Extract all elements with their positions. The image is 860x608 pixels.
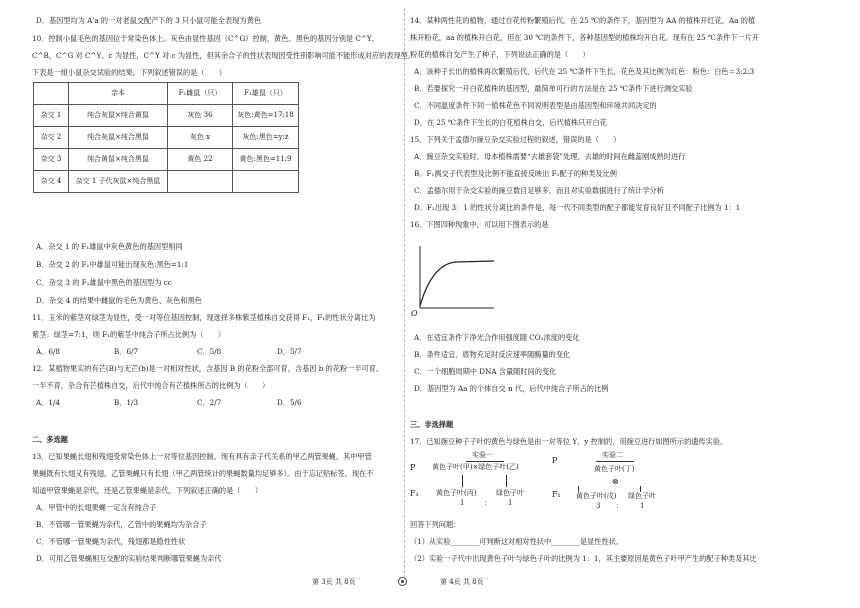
exp1-arrow-right <box>506 475 507 487</box>
table-cell: 灰色:黄色=17:18 <box>233 105 299 127</box>
page-divider <box>404 8 405 578</box>
q13-option-d: D．可用乙管果蝇相互交配的实验结果判断哪管果蝇为亲代 <box>36 554 222 563</box>
q15-option-d: D．F₂出现 3：1 的性状分离比的条件是，每一代不同类型的配子都能发育良好且不同配子比例为 1：1 <box>414 203 741 212</box>
q15-stem: 15．下列关于孟德尔豌豆杂交实验过程的叙述，错误的是（ ） <box>410 135 621 144</box>
q10-option-b: B．杂交 2 的 F₁中雄鼠可能出现灰色:黑色=1:1 <box>36 260 189 269</box>
q16-stem: 16．下图四种现象中，可以用下图表示的是 <box>410 220 549 229</box>
q14-stem-line2: 株开粉花，aa 的植株开白花，但在 30 ℃的条件下，各种基因型的植株均开白花。现有在 25 ℃条件下一片开 <box>410 33 760 42</box>
exp1-p-label: P <box>410 463 416 472</box>
q10-option-d: D．杂交 4 的结果中雌鼠的毛色为黄色、灰色和黑色 <box>36 296 202 305</box>
q10-stem-line3: 下表是一组小鼠杂交试验的结果，下列叙述错误的是（ ） <box>32 68 227 77</box>
exp1-f1-yellow: 黄色子叶(丙) <box>436 489 477 497</box>
q10-option-c: C．杂交 3 的 F₁雄鼠中黑色的基因型为 cc <box>36 278 172 287</box>
graph-curve <box>420 261 494 306</box>
table-cell: 灰色 36 <box>168 105 233 127</box>
q13-option-b: B．不管哪一管果蝇为亲代，乙管中的果蝇均为杂合子 <box>36 520 207 529</box>
exp2-parent: 黄色子叶(丁) <box>594 465 635 473</box>
q17-sub1: （1）从实验________可判断这对相对性状中________是显性性状。 <box>410 537 624 546</box>
q16-option-d: D．基因型为 Aa 的个体自交 n 代，后代中纯合子所占的比例 <box>414 384 609 393</box>
table-cell: 杂交 4 <box>34 171 69 193</box>
table-cell: 纯合黄鼠×纯合黑鼠 <box>69 149 168 171</box>
exp1-ratio-green: 1 <box>508 499 513 507</box>
q13-stem-line3: 知道甲管果蝇是亲代，还是乙管果蝇是亲代，下列叙述正确的是（ ） <box>32 486 263 495</box>
table-cell: 灰色:黑色=y:z <box>233 127 299 149</box>
exp2-f1-label: F₁ <box>552 490 561 499</box>
exp2-ratio-colon: ： <box>616 502 623 510</box>
table-header-cell: F₁雌鼠（只） <box>168 83 233 105</box>
exp1-ratio-yellow: 1 <box>460 499 465 507</box>
q10-stem-line2: C^B，C^G 对 C^Y、c 为显性，C^Y 对 c 为显性，但其余合子的性状表现因受性别影响可能不能形成对应的表现型。 <box>32 51 416 60</box>
exp1-title-underline <box>466 461 504 462</box>
section-non-choice-heading: 三、非选择题 <box>410 420 454 429</box>
table-row <box>34 149 299 171</box>
exp2-title: 实验二 <box>602 451 623 459</box>
exp2-f1-yellow: 黄色子叶(戊) <box>576 492 617 500</box>
q13-stem-line2: 果蝇既有长翅又有残翅，乙管果蝇只有长翅（甲乙两管统计的果蝇数量均足够多）。由于忘记贴标签，现在不 <box>32 469 374 478</box>
q12-option-b: B．1/3 <box>114 398 139 407</box>
q17-sub2: （2）实验一子代中出现黄色子叶与绿色子叶的比例为 1：1，其主要原因是黄色子叶甲产生的配子种类及其比 <box>410 554 757 563</box>
table-row <box>34 105 299 127</box>
q12-option-c: C．2/7 <box>197 398 222 407</box>
table-cell: 杂交 3 <box>34 149 69 171</box>
q11-stem-line1: 11．玉米的紫茎对绿茎为显性，受一对等位基因控制，现选择多株紫茎植株自交获得 F₁，F₁的性状分离比为 <box>32 313 376 322</box>
q11-stem-line2: 紫茎：绿茎=7:1，则 F₁的紫茎中纯合子所占比例为（ ） <box>32 330 226 339</box>
table-cell: 黄色:黑色=11:9 <box>233 149 299 171</box>
q15-option-b: B．F₁测交子代表型及比例不能直接反映出 F₁配子的种类及比例 <box>414 169 617 178</box>
answer-intro: 回答下列问题： <box>410 520 461 529</box>
table-cell: 杂交 1 <box>34 105 69 127</box>
q15-option-a: A．豌豆杂交实验时，母本植株需要“去雄套袋”处理，去雄的时间在雌蕊刚成熟时进行 <box>414 152 686 161</box>
exp1-ratio-colon: ： <box>484 499 491 507</box>
table-header-cell: F₁雄鼠（只） <box>233 83 299 105</box>
exp1-arrow-left <box>462 475 463 487</box>
section-multi-choice-heading: 二、多选题 <box>32 435 68 444</box>
graph-origin-label: O <box>411 309 418 318</box>
q12-stem-line2: 一半不育，杂合有芒植株自交，后代中纯合有芒植株所占的比例为（ ） <box>32 381 270 390</box>
q16-option-a: A．在适宜条件下净光合作用强度随 CO₂浓度的变化 <box>414 333 580 342</box>
table-cell: 纯合灰鼠×纯合黑鼠 <box>69 127 168 149</box>
cross-results-table <box>33 82 299 193</box>
exp2-f1-green: 绿色子叶 <box>628 492 656 500</box>
q11-option-a: A．6/8 <box>36 347 60 356</box>
q17-stem: 17．已知豌豆种子子叶的黄色与绿色是由一对等位 Y、y 控制的，用豌豆进行如图所示的遗传实验。 <box>410 437 728 446</box>
exp2-ratio-yellow: 3 <box>596 502 601 510</box>
exp2-p-label: P <box>552 456 558 465</box>
table-header-cell: 亲本 <box>69 83 168 105</box>
q11-option-d: D．5/7 <box>277 347 302 356</box>
q14-stem-line1: 14．某种两性花的植物，通过自花传粉繁殖后代。在 25 ℃的条件下，基因型为 AA 的植株开红花，Aa 的植 <box>410 16 756 25</box>
page-4-footer: 第 4页 共 8页 <box>440 578 484 586</box>
q12-stem-line1: 12．某植物果实的有芒(B)与无芒(b)是一对相对性状，含基因 B 的花粉全部可育，含基因 b 的花粉一半可育、 <box>32 364 384 373</box>
q11-option-b: B．6/7 <box>114 347 139 356</box>
exp1-f1-label: F₁ <box>410 489 419 498</box>
q14-option-c: C．不同温度条件下同一植株花色不同说明表型是由基因型和环境共同决定的 <box>414 101 657 110</box>
table-cell: 杂交 2 <box>34 127 69 149</box>
exp1-f1-green: 绿色子叶 <box>496 489 524 497</box>
q13-option-a: A．甲管中的长翅果蝇一定含有纯合子 <box>36 503 157 512</box>
q14-option-d: D．在 25 ℃条件下生长的白花植株自交，后代植株只开白花 <box>414 118 607 127</box>
q14-stem-line3: 粉花的植株自交产生了种子，下列说法正确的是（ ） <box>410 50 590 59</box>
binding-hole-icon <box>398 577 407 586</box>
table-cell: 纯合灰鼠×纯合黄鼠 <box>69 105 168 127</box>
q14-option-a: A．该种子长出的植株再次繁殖后代，后代在 25 ℃条件下生长，花色及其比例为红色：粉色：白色＝3:2:3 <box>414 67 755 76</box>
table-cell <box>168 171 233 193</box>
q11-option-c: C．5/8 <box>197 347 222 356</box>
q13-stem-line1: 13．已知果蝇长翅和残翅受常染色体上一对等位基因控制。现有具有亲子代关系的甲乙两管果蝇，其中甲管 <box>32 452 372 461</box>
exp2-title-underline <box>596 461 634 462</box>
q14-option-b: B．若要探究一开白花植株的基因型，最简单可行的方法是在 25 ℃条件下进行测交实验 <box>414 84 693 93</box>
q13-option-c: C．不管哪一管果蝇为亲代，残翅都是隐性性状 <box>36 537 186 546</box>
self-cross-icon: ⊗ <box>612 477 619 486</box>
q10-stem-line1: 10．控制小鼠毛色的基因位于常染色体上。灰色由显性基因（C^G）控制，黄色、黑色的基因分别是 C^Y、 <box>32 34 379 43</box>
table-cell: 杂交 1 子代灰鼠×纯合黑鼠 <box>69 171 168 193</box>
q12-option-d: D．5/6 <box>277 398 302 407</box>
q10-option-a: A．杂交 1 的 F₁雄鼠中灰色黄色的基因型相同 <box>36 242 183 251</box>
table-header-row <box>34 83 299 105</box>
page-3-footer: 第 3页 共 8页 <box>312 578 356 586</box>
saturation-curve-graph <box>410 240 500 320</box>
table-cell: 灰色 x <box>168 127 233 149</box>
exp2-ratio-green: 1 <box>640 502 645 510</box>
table-row <box>34 171 299 193</box>
q12-option-a: A．1/4 <box>36 398 60 407</box>
table-row <box>34 127 299 149</box>
q16-option-c: C．一个细胞周期中 DNA 含量随时间的变化 <box>414 367 557 376</box>
table-cell <box>233 171 299 193</box>
table-header-cell <box>34 83 69 105</box>
exp1-parents: 黄色子叶(甲)×绿色子叶(乙) <box>432 463 519 471</box>
q9-option-d: D．基因型均为 A'a 的一对老鼠交配产下的 3 只小鼠可能全表现为黄色 <box>36 16 261 25</box>
q15-option-c: C．孟德尔用于杂交实验的豌豆数目足够多，而且对实验数据进行了统计学分析 <box>414 186 664 195</box>
table-cell: 黄色 22 <box>168 149 233 171</box>
exp1-title: 实验一 <box>472 451 493 459</box>
q16-option-b: B．条件适宜、底物充足时反应速率随酶量的变化 <box>414 350 571 359</box>
